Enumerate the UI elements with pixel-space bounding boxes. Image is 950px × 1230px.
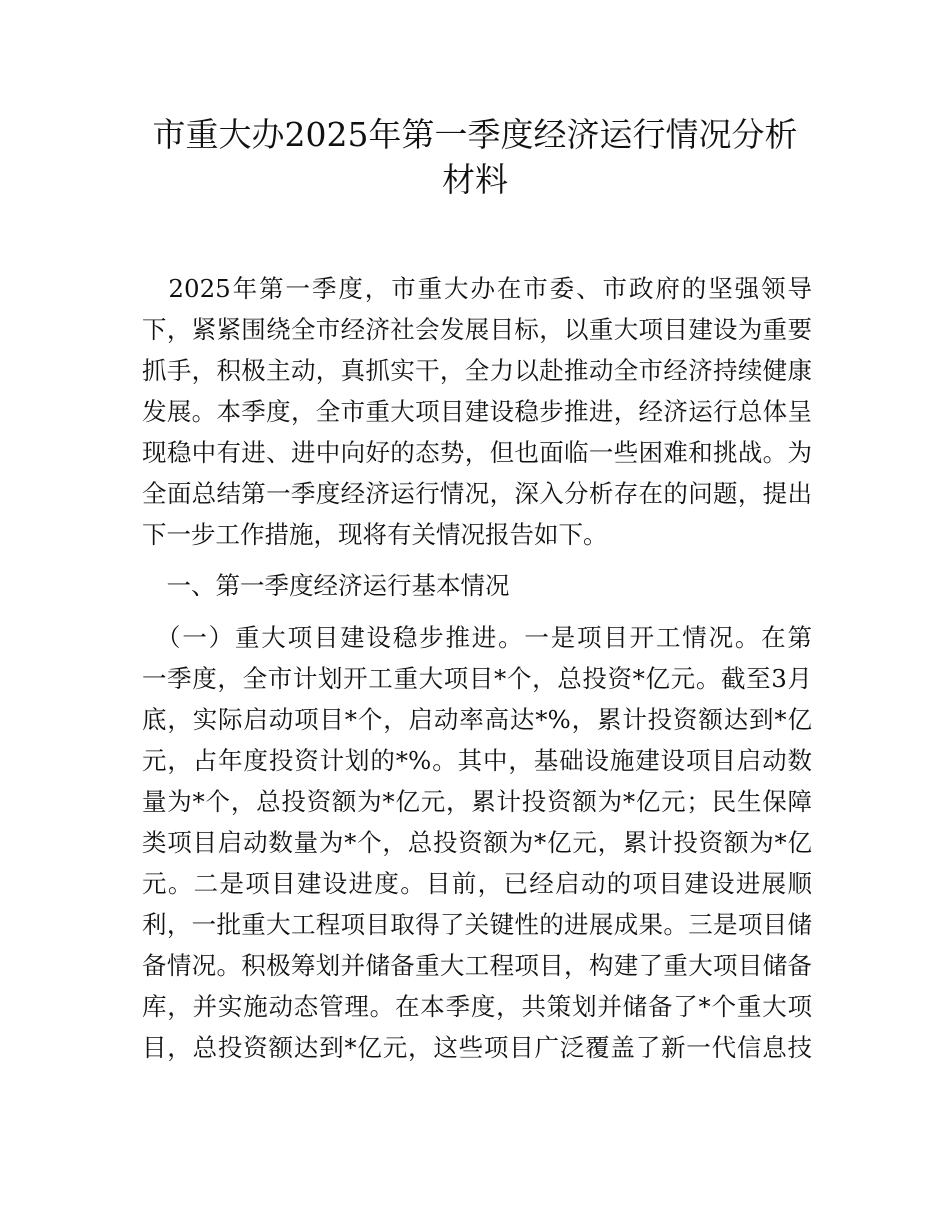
text-line: 发展。本季度，全市重大项目建设稳步推进，经济运行总体呈	[142, 397, 812, 426]
document-title	[130, 112, 820, 202]
text-line: 量为*个，总投资额为*亿元，累计投资额为*亿元；民生保障	[142, 787, 812, 816]
text-line: 元。二是项目建设进度。目前，已经启动的项目建设进展顺	[142, 869, 812, 898]
text-line: 类项目启动数量为*个，总投资额为*亿元，累计投资额为*亿	[142, 828, 812, 857]
text-line: 一季度，全市计划开工重大项目*个，总投资*亿元。截至3月	[142, 664, 812, 693]
text-line: 备情况。积极筹划并储备重大工程项目，构建了重大项目储备	[142, 951, 812, 980]
text-line: 底，实际启动项目*个，启动率高达*%，累计投资额达到*亿	[142, 705, 812, 734]
text-line: 元，占年度投资计划的*%。其中，基础设施建设项目启动数	[142, 746, 812, 775]
spacer	[142, 606, 812, 617]
text-line: 下，紧紧围绕全市经济社会发展目标，以重大项目建设为重要	[142, 315, 812, 344]
text-line: （一）重大项目建设稳步推进。一是项目开工情况。在第	[142, 623, 812, 652]
text-line: 库，并实施动态管理。在本季度，共策划并储备了*个重大项	[142, 992, 812, 1021]
text-line: 全面总结第一季度经济运行情况，深入分析存在的问题，提出	[142, 479, 812, 508]
section-heading: 一、第一季度经济运行基本情况	[142, 571, 510, 600]
title-line-1: 市重大办2025年第一季度经济运行情况分析	[152, 115, 798, 154]
text-line: 下一步工作措施，现将有关情况报告如下。	[142, 520, 608, 549]
text-line: 2025年第一季度，市重大办在市委、市政府的坚强领导	[142, 274, 812, 303]
spacer	[142, 555, 812, 565]
document-body	[142, 268, 812, 1068]
text-line: 目，总投资额达到*亿元，这些项目广泛覆盖了新一代信息技	[142, 1033, 812, 1062]
section-1-paragraph	[142, 617, 812, 1068]
intro-paragraph	[142, 268, 812, 555]
text-line: 抓手，积极主动，真抓实干，全力以赴推动全市经济持续健康	[142, 356, 812, 385]
title-line-2: 材料	[442, 160, 508, 199]
text-line: 利，一批重大工程项目取得了关键性的进展成果。三是项目储	[142, 910, 812, 939]
text-line: 现稳中有进、进中向好的态势，但也面临一些困难和挑战。为	[142, 438, 812, 467]
